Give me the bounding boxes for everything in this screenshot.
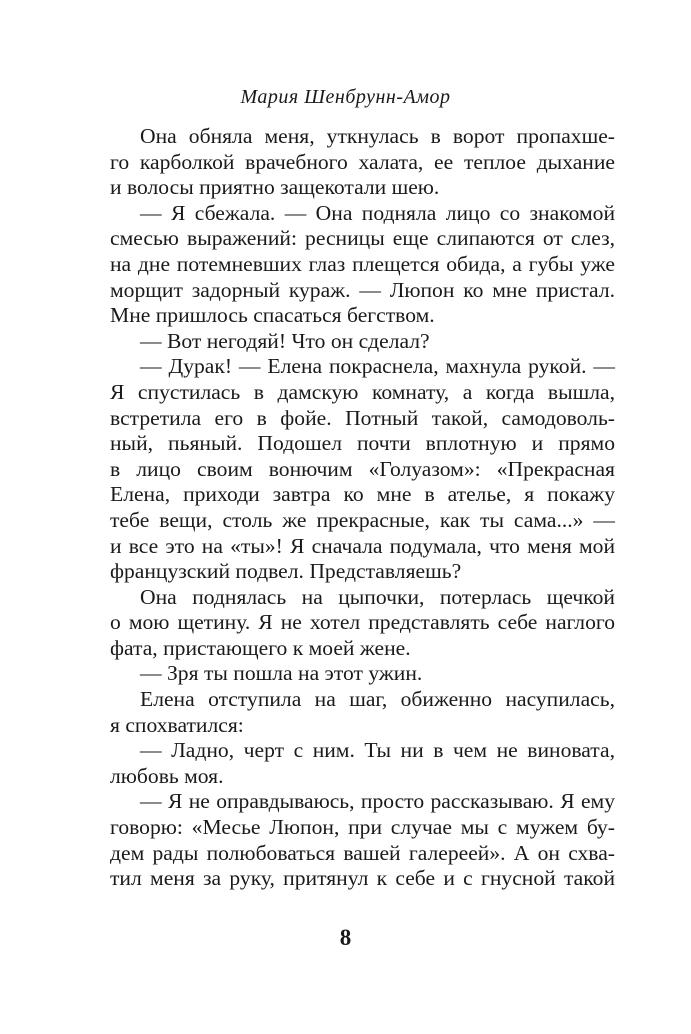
text-line: французский подвел. Представляешь? [110,559,462,584]
text-line: на дне потемневших глаз плещется обида, а губы уже [110,251,615,276]
text-line: — Зря ты пошла на этот ужин. [140,661,423,686]
text-line: тебе вещи, столь же прекрасные, как ты сама...» — [110,507,615,532]
text-line: смесью выражений: ресницы еще слипаются от слез, [110,226,615,251]
text-line: го карболкой врачебного халата, ее теплое дыхание [110,149,615,174]
text-line: Мне пришлось спасаться бегством. [110,303,435,328]
text-line: и волосы приятно защекотали шею. [110,175,440,200]
text-line: дем рады полюбоваться вашей галереей». А он схва- [110,840,615,865]
text-line: я спохватился: [110,712,244,737]
text-line: — Дурак! — Елена покраснела, махнула рукой. — [140,354,615,379]
body-text [110,124,615,892]
text-line: Елена, приходи завтра ко мне в ателье, я покажу [110,482,615,507]
text-line: — Вот негодяй! Что он сделал? [140,328,430,353]
text-line: — Я не оправдываюсь, просто рассказываю. Я ему [140,789,615,814]
text-line: любовь моя. [110,763,224,788]
text-line: ный, пьяный. Подошел почти вплотную и прямо [110,431,615,456]
text-line: — Я сбежала. — Она подняла лицо со знакомой [140,200,615,225]
running-head-author: Мария Шенбрунн-Амор [240,86,451,108]
text-line: Я спустилась в дамскую комнату, а когда вышла, [110,379,615,404]
text-line: Елена отступила на шаг, обиженно насупилась, [140,687,615,712]
text-line: Она обняла меня, уткнулась в ворот пропахше- [140,124,615,148]
text-line: и все это на «ты»! Я сначала подумала, что меня мой [110,533,615,558]
text-line: — Ладно, черт с ним. Ты ни в чем не виновата, [140,738,615,763]
text-line: говорю: «Месье Люпон, при случае мы с мужем бу- [110,815,615,840]
text-line: Она поднялась на цыпочки, потерлась щечкой [140,584,615,609]
text-line: в лицо своим вонючим «Голуазом»: «Прекрасная [110,456,615,481]
text-line: встретила его в фойе. Потный такой, самодоволь- [110,405,615,430]
text-line: о мою щетину. Я не хотел представлять себе наглого [110,610,615,635]
text-line: тил меня за руку, притянул к себе и с гнусной такой [110,866,615,891]
text-line: морщит задорный кураж. — Люпон ко мне пристал. [110,277,615,302]
text-line: фата, пристающего к моей жене. [110,635,411,660]
page-number: 8 [339,925,352,950]
